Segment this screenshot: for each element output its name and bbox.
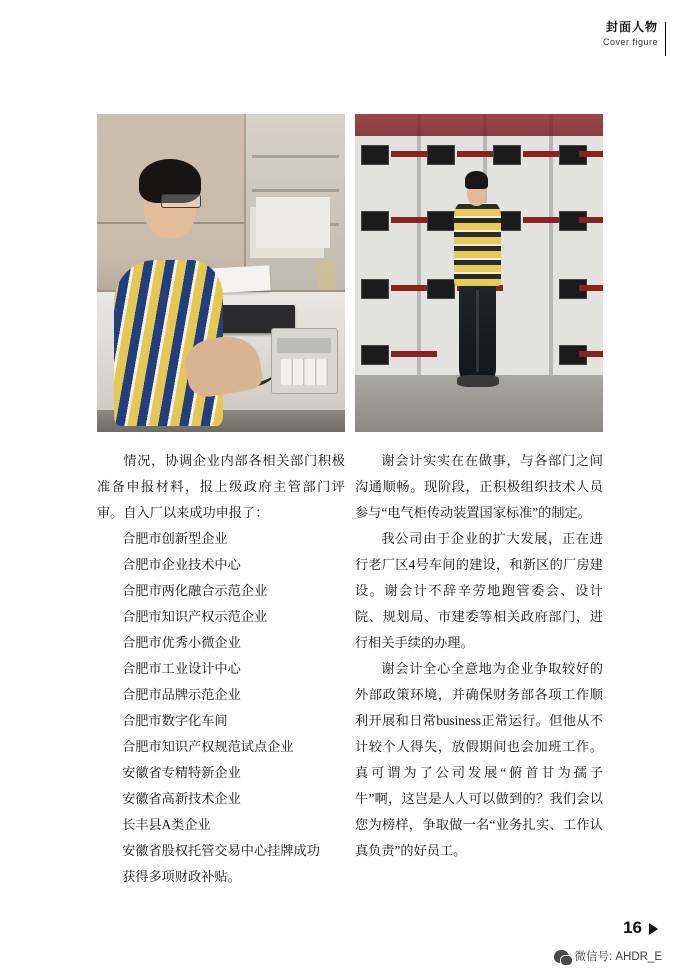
wechat-icon xyxy=(554,950,569,963)
paragraph: 谢会计实实在在做事，与各部门之间沟通顺畅。现阶段，正积极组织技术人员参与“电气柜传动装置国家标准”的制定。 xyxy=(355,453,603,520)
list-item: 安徽省专精特新企业 xyxy=(122,765,241,780)
list-item: 安徽省股权托管交易中心挂牌成功 xyxy=(122,843,320,858)
page-arrow-icon xyxy=(649,923,658,935)
header-divider xyxy=(665,22,666,56)
paragraph: 情况，协调企业内部各相关部门积极准备申报材料，报上级政府主管部门评审。自入厂以来成功申报了： xyxy=(97,453,345,520)
list-item: 合肥市知识产权示范企业 xyxy=(122,609,268,624)
list-item: 合肥市优秀小微企业 xyxy=(122,635,241,650)
wechat-label: 微信号: AHDR_E xyxy=(574,951,662,963)
photo-man-at-desk xyxy=(97,114,345,432)
list-item: 合肥市知识产权规范试点企业 xyxy=(122,739,294,754)
page-number: 16 xyxy=(623,918,642,937)
list-tail: 获得多项财政补贴。 xyxy=(122,869,241,884)
wechat-footer xyxy=(554,948,662,964)
paragraph: 谢会计全心全意地为企业争取较好的外部政策环境，并确保财务部各项工作顺利开展和日常business正常运行。但他从不计较个人得失，放假期间也会加班工作。真可谓为了公司发展“俯首甘为孺子牛”啊，这岂是人人可以做到的？我们会以您为榜样，争取做一名“业务扎实、工作认真负责”的好员工。 xyxy=(355,661,603,858)
person-glasses xyxy=(161,194,200,209)
list-item: 合肥市创新型企业 xyxy=(122,531,228,546)
list-item: 安徽省高新技术企业 xyxy=(122,791,241,806)
person-torso xyxy=(454,203,501,286)
list-item: 合肥市企业技术中心 xyxy=(122,557,241,572)
list-item: 长丰县A类企业 xyxy=(122,817,211,832)
list-item: 合肥市数字化车间 xyxy=(122,713,228,728)
text-column-left xyxy=(97,448,345,890)
header-title-cn: 封面人物 xyxy=(605,20,658,34)
photo-man-at-cabinets xyxy=(355,114,603,432)
desk-phone xyxy=(271,328,337,394)
person-hair xyxy=(465,171,488,188)
paragraph: 我公司由于企业的扩大发展，正在进行老厂区4号车间的建设，和新区的厂房建设。谢会计不辞辛劳地跑管委会、设计院、规划局、市建委等相关政府部门，进行相关手续的办理。 xyxy=(355,531,603,650)
person-shoes xyxy=(457,375,499,388)
papers-on-shelf xyxy=(256,197,330,248)
list-item: 合肥市品牌示范企业 xyxy=(122,687,241,702)
page-header xyxy=(603,20,658,48)
person-legs xyxy=(459,283,496,378)
header-title-en: Cover figure xyxy=(602,37,658,47)
cabinet-top-band xyxy=(355,114,603,136)
list-item: 合肥市两化融合示范企业 xyxy=(122,583,268,598)
list-item: 合肥市工业设计中心 xyxy=(122,661,241,676)
text-column-right xyxy=(355,448,603,864)
